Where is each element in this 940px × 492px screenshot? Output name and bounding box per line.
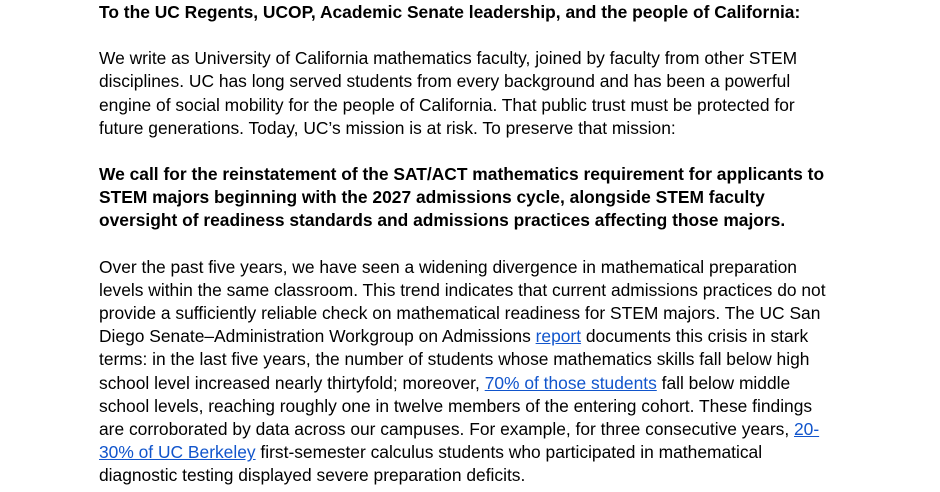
call-line: We call for the reinstatement of the SAT/ACT mathematics requirement for applicants to: [99, 164, 825, 185]
body-text: fall below middle: [656, 372, 791, 393]
body-line: Over the past five years, we have seen a widening divergence in mathematical preparation: [99, 256, 797, 277]
intro-line: engine of social mobility for the people of California. That public trust must be protected for: [99, 94, 795, 115]
berkeley-link-part2[interactable]: 30% of UC Berkeley: [99, 442, 256, 463]
body-line: [99, 325, 859, 348]
intro-paragraph: [99, 47, 859, 140]
intro-line: disciplines. UC has long served students from every background and has been a powerful: [99, 71, 791, 92]
call-line: STEM majors beginning with the 2027 admissions cycle, alongside STEM faculty: [99, 187, 765, 208]
letter-page: [99, 0, 859, 488]
body-text: first-semester calculus students who participated in mathematical: [255, 442, 763, 463]
body-text: Diego Senate–Administration Workgroup on Admissions: [99, 326, 536, 347]
body-line: school levels, reaching roughly one in twelve members of the entering cohort. These findings: [99, 395, 813, 416]
salutation-line: To the UC Regents, UCOP, Academic Senate leadership, and the people of California:: [99, 2, 801, 22]
report-link[interactable]: report: [535, 326, 582, 347]
body-line: provide a sufficiently reliable check on mathematical readiness for STEM majors. The UC San: [99, 303, 821, 324]
salutation: [99, 0, 859, 24]
call-line: oversight of readiness standards and admissions practices affecting those majors.: [99, 210, 786, 231]
body-line: [99, 441, 859, 464]
body-line: terms: in the last five years, the number of students whose mathematics skills fall below high: [99, 349, 810, 370]
body-text: documents this crisis in stark: [581, 326, 809, 347]
body-line: [99, 372, 859, 395]
body-line: levels within the same classroom. This trend indicates that current admissions practices do not: [99, 279, 826, 300]
intro-line: future generations. Today, UC’s mission is at risk. To preserve that mission:: [99, 117, 676, 138]
berkeley-link-part1[interactable]: 20-: [794, 419, 820, 440]
body-paragraph: [99, 256, 859, 488]
body-line: [99, 418, 859, 441]
call-to-action-paragraph: [99, 163, 859, 233]
intro-line: We write as University of California mathematics faculty, joined by faculty from other STEM: [99, 48, 798, 69]
body-line: diagnostic testing displayed severe preparation deficits.: [99, 465, 526, 486]
body-text: are corroborated by data across our campuses. For example, for three consecutive years,: [99, 419, 794, 440]
body-text: school level increased nearly thirtyfold; moreover,: [99, 372, 485, 393]
students-percentage-link[interactable]: 70% of those students: [484, 372, 657, 393]
